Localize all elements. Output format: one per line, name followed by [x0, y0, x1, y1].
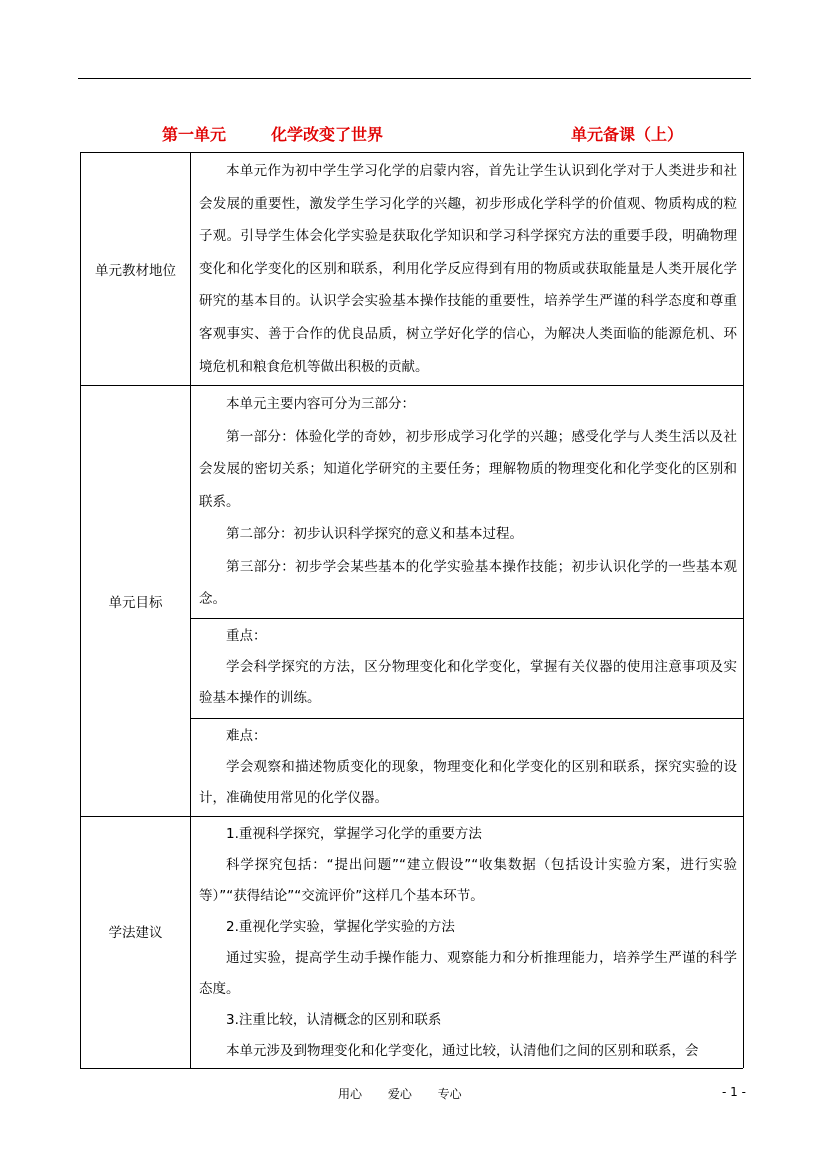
advice-heading-1: 1.重视科学探究，掌握学习化学的重要方法: [226, 825, 482, 842]
lesson-plan-table: [80, 152, 744, 1068]
advice-text-2: 通过实验，提高学生动手操作能力、观察能力和分析推理能力，培养学生严谨的科学态度。: [199, 949, 737, 997]
title-topic: 化学改变了世界: [271, 125, 384, 144]
goals-part3: 第三部分：初步学会某些基本的化学实验基本操作技能；初步认识化学的一些基本观念。: [199, 558, 737, 608]
row-study-advice: [81, 816, 744, 1068]
row-unit-position: [81, 153, 744, 386]
page-number: - 1 -: [722, 1085, 746, 1099]
key-label: 重点：: [226, 627, 267, 644]
advice-text-1: 科学探究包括：“提出问题”“建立假设”“收集数据（包括设计实验方案，进行实验等）”“获得结论”“交流评价”这样几个基本环节。: [199, 856, 737, 904]
table-bottom-border: [80, 1068, 743, 1069]
advice-heading-3: 3.注重比较，认清概念的区别和联系: [226, 1011, 442, 1028]
key-text: 学会科学探究的方法，区分物理变化和化学变化，掌握有关仪器的使用注意事项及实验基本操作的训练。: [199, 658, 737, 706]
row-unit-goals: [81, 386, 744, 619]
title-type: 单元备课（上）: [571, 125, 684, 144]
title-unit: 第一单元: [162, 125, 227, 144]
advice-text-3: 本单元涉及到物理变化和化学变化，通过比较，认清他们之间的区别和联系，会: [226, 1042, 699, 1059]
page-footer: [0, 1085, 827, 1105]
footer-motto: 用心 爱心 专心: [338, 1087, 462, 1101]
advice-heading-2: 2.重视化学实验，掌握化学实验的方法: [226, 918, 455, 935]
goals-part2: 第二部分：初步认识科学探究的意义和基本过程。: [226, 526, 523, 543]
position-text: 本单元作为初中学生学习化学的启蒙内容，首先让学生认识到化学对于人类进步和社会发展的重要性，激发学生学习化学的兴趣，初步形成化学科学的价值观、物质构成的粒子观。引导学生体会化学实验是获取化学知识和学习科学探究方法的重要手段，明确物理变化和化学变化的区别和联系，利用化学反应得到有用的物质或获取能量是人类开展化学研究的基本目的。认识学会实验基本操作技能的重要性，培养学生严谨的科学态度和尊重客观事实、善于合作的优良品质，树立学好化学的信心，为解决人类面临的能源危机、环境危机和粮食危机等做出积极的贡献。: [199, 163, 737, 375]
row-label: 学法建议: [81, 816, 191, 1068]
row-label: 单元教材地位: [81, 153, 191, 386]
row-label: 单元目标: [81, 386, 191, 817]
diff-text: 学会观察和描述物质变化的现象，物理变化和化学变化的区别和联系，探究实验的设计，准确使用常见的化学仪器。: [199, 758, 737, 806]
goals-part1: 第一部分：体验化学的奇妙，初步形成学习化学的兴趣；感受化学与人类生活以及社会发展的密切关系；知道化学研究的主要任务；理解物质的物理变化和化学变化的区别和联系。: [199, 428, 737, 510]
goals-intro: 本单元主要内容可分为三部分：: [226, 396, 415, 413]
diff-label: 难点：: [226, 727, 267, 744]
